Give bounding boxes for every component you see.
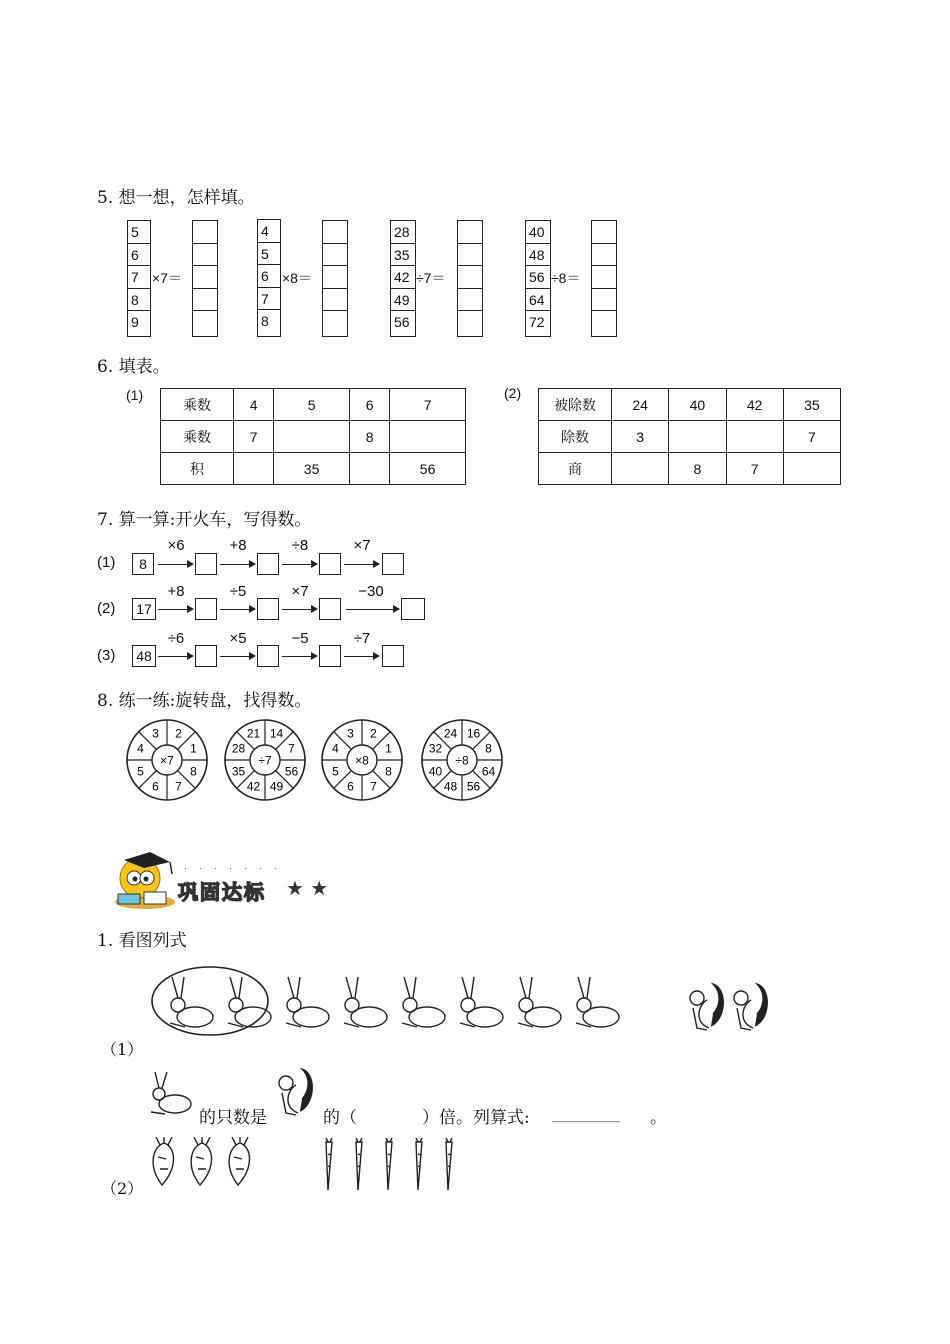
sub1-label: （1） bbox=[101, 1040, 144, 1059]
wheel-number: 6 bbox=[347, 779, 354, 794]
number-cell: 9 bbox=[131, 314, 139, 331]
row-header: 积 bbox=[161, 453, 234, 485]
number-column bbox=[390, 220, 416, 337]
sentence-part1: 的只数是 bbox=[199, 1108, 267, 1128]
wheel-number: 7 bbox=[175, 779, 182, 794]
wheel-graphic bbox=[320, 718, 404, 802]
wheel-number: 21 bbox=[246, 726, 261, 741]
table-cell: 35 bbox=[783, 389, 840, 421]
number-cell: 8 bbox=[128, 289, 150, 312]
table-cell: 35 bbox=[274, 453, 350, 485]
carrot-icon bbox=[326, 1138, 332, 1190]
division-table bbox=[538, 388, 841, 485]
radishes-illustration bbox=[146, 1137, 256, 1193]
rabbit-icon bbox=[145, 1070, 195, 1120]
wheel-number: 2 bbox=[370, 726, 377, 741]
wheel-graphic bbox=[420, 718, 504, 802]
table-cell: 42 bbox=[726, 389, 783, 421]
number-column bbox=[525, 220, 551, 337]
start-box: 8 bbox=[132, 553, 154, 575]
arrow-icon bbox=[344, 656, 378, 657]
number-cell: 56 bbox=[526, 266, 550, 289]
table-cell: 8 bbox=[669, 453, 726, 485]
number-cell: 56 bbox=[394, 314, 410, 331]
wheel-number: 2 bbox=[175, 726, 182, 741]
start-box: 17 bbox=[132, 598, 156, 620]
answer-box[interactable] bbox=[195, 553, 217, 575]
table-cell: 56 bbox=[390, 453, 466, 485]
wheel-number: 24 bbox=[443, 726, 458, 741]
carrots-illustration bbox=[312, 1138, 462, 1196]
arrow-icon bbox=[220, 656, 254, 657]
arrow-icon bbox=[346, 609, 398, 610]
table-cell: 7 bbox=[234, 421, 274, 453]
table-cell[interactable] bbox=[349, 453, 389, 485]
table-cell: 24 bbox=[612, 389, 669, 421]
wheel-number: 1 bbox=[385, 741, 392, 756]
row-header: 除数 bbox=[539, 421, 612, 453]
wheel-number: 6 bbox=[152, 779, 159, 794]
section-title: 巩固达标 bbox=[178, 880, 266, 904]
table2-label: (2) bbox=[504, 385, 522, 401]
squirrel-icon bbox=[272, 1063, 324, 1123]
sentence-end: 。 bbox=[650, 1108, 667, 1128]
table-cell[interactable] bbox=[274, 421, 350, 453]
number-cell: 40 bbox=[526, 221, 550, 244]
sentence-part3: ）倍。列算式: bbox=[422, 1108, 530, 1128]
operator-label: ×8＝ bbox=[282, 270, 312, 286]
operation-label: ×5 bbox=[229, 630, 247, 647]
table-cell: 40 bbox=[669, 389, 726, 421]
rabbit-icon bbox=[170, 977, 213, 1027]
operation-label: ×7 bbox=[353, 537, 371, 554]
table1-label: (1) bbox=[126, 387, 144, 403]
table-cell: 4 bbox=[234, 389, 274, 421]
wheel-center: ÷8 bbox=[455, 753, 469, 768]
arrow-icon bbox=[158, 656, 192, 657]
number-cell: 28 bbox=[391, 221, 415, 244]
wheel-number: 8 bbox=[485, 741, 492, 756]
wheel-graphic bbox=[125, 718, 209, 802]
wheel-number: 8 bbox=[190, 764, 197, 779]
wheel-number: 14 bbox=[269, 726, 284, 741]
operation-label: ×6 bbox=[167, 537, 185, 554]
number-column bbox=[127, 220, 151, 337]
p1-heading: 1. 看图列式 bbox=[97, 931, 187, 951]
wheel-number: 64 bbox=[481, 764, 496, 779]
arrow-icon bbox=[158, 609, 192, 610]
number-cell: 35 bbox=[391, 244, 415, 267]
answer-box[interactable] bbox=[257, 553, 279, 575]
answer-blank[interactable]: ________ bbox=[552, 1103, 620, 1123]
wheel-number: 4 bbox=[137, 741, 144, 756]
mascot-icon bbox=[110, 848, 180, 916]
table-cell: 6 bbox=[349, 389, 389, 421]
wheel-number: 1 bbox=[190, 741, 197, 756]
operation-label: ×7 bbox=[291, 583, 309, 600]
train-label: (3) bbox=[97, 647, 116, 664]
q7-heading: 7. 算一算:开火车，写得数。 bbox=[97, 510, 312, 530]
answer-column[interactable] bbox=[192, 220, 218, 337]
spin-wheel-4 bbox=[420, 718, 504, 806]
table-cell: 7 bbox=[783, 421, 840, 453]
start-box: 48 bbox=[132, 645, 156, 667]
wheel-number: 7 bbox=[370, 779, 377, 794]
table-cell[interactable] bbox=[390, 421, 466, 453]
number-cell: 5 bbox=[128, 221, 150, 244]
answer-box[interactable] bbox=[319, 553, 341, 575]
wheel-number: 7 bbox=[288, 741, 295, 756]
wheel-center: ×8 bbox=[355, 753, 369, 768]
q5-heading: 5. 想一想，怎样填。 bbox=[97, 188, 255, 208]
number-cell: 6 bbox=[128, 244, 150, 267]
arrow-icon bbox=[344, 564, 378, 565]
number-cell: 5 bbox=[258, 243, 280, 266]
wheel-number: 42 bbox=[246, 779, 261, 794]
wheel-number: 28 bbox=[231, 741, 246, 756]
number-cell: 48 bbox=[526, 244, 550, 267]
number-cell: 7 bbox=[258, 288, 280, 311]
table-cell[interactable] bbox=[726, 421, 783, 453]
row-header: 乘数 bbox=[161, 389, 234, 421]
table-cell[interactable] bbox=[669, 421, 726, 453]
operation-label: ÷6 bbox=[167, 630, 185, 647]
table-cell: 3 bbox=[612, 421, 669, 453]
train-label: (1) bbox=[97, 554, 116, 571]
wheel-number: 56 bbox=[284, 764, 299, 779]
wheel-number: 35 bbox=[231, 764, 246, 779]
table-cell[interactable] bbox=[234, 453, 274, 485]
answer-box[interactable] bbox=[257, 598, 279, 620]
arrow-icon bbox=[220, 609, 254, 610]
wheel-number: 48 bbox=[443, 779, 458, 794]
decor-dots: ······· bbox=[184, 863, 289, 873]
row-header: 被除数 bbox=[539, 389, 612, 421]
wheel-number: 5 bbox=[332, 764, 339, 779]
answer-box[interactable] bbox=[382, 645, 404, 667]
operation-label: ÷8 bbox=[291, 537, 309, 554]
multiplication-table bbox=[160, 388, 466, 485]
answer-column[interactable] bbox=[591, 220, 617, 337]
wheel-number: 8 bbox=[385, 764, 392, 779]
table-cell[interactable] bbox=[612, 453, 669, 485]
rabbits-illustration bbox=[150, 965, 630, 1041]
table-cell: 7 bbox=[390, 389, 466, 421]
answer-box[interactable] bbox=[195, 598, 217, 620]
operator-label: ÷7＝ bbox=[416, 270, 446, 286]
sentence-part2: 的（ bbox=[323, 1108, 357, 1128]
wheel-number: 32 bbox=[428, 741, 443, 756]
q8-heading: 8. 练一练:旋转盘，找得数。 bbox=[97, 691, 312, 711]
answer-box[interactable] bbox=[319, 598, 341, 620]
arrow-icon bbox=[282, 656, 316, 657]
number-cell: 64 bbox=[526, 289, 550, 312]
number-cell: 7 bbox=[128, 266, 150, 289]
spin-wheel-3 bbox=[320, 718, 404, 806]
section-stars: ★ ★ bbox=[286, 876, 329, 900]
row-header: 商 bbox=[539, 453, 612, 485]
number-cell: 6 bbox=[258, 265, 280, 288]
wheel-number: 4 bbox=[332, 741, 339, 756]
wheel-number: 16 bbox=[466, 726, 481, 741]
row-header: 乘数 bbox=[161, 421, 234, 453]
wheel-center: ÷7 bbox=[258, 753, 272, 768]
sub2-label: （2） bbox=[101, 1179, 144, 1198]
wheel-number: 3 bbox=[152, 726, 159, 741]
answer-box[interactable] bbox=[319, 645, 341, 667]
arrow-icon bbox=[282, 564, 316, 565]
wheel-number: 5 bbox=[137, 764, 144, 779]
number-cell: 49 bbox=[391, 289, 415, 312]
number-column bbox=[257, 219, 281, 337]
squirrels-illustration bbox=[683, 978, 779, 1040]
answer-box[interactable] bbox=[401, 598, 425, 620]
train-label: (2) bbox=[97, 600, 116, 617]
wheel-number: 40 bbox=[428, 764, 443, 779]
operation-label: ÷5 bbox=[229, 583, 247, 600]
squirrel-icon bbox=[690, 984, 723, 1030]
answer-column[interactable] bbox=[322, 220, 348, 337]
operation-label: +8 bbox=[167, 583, 185, 600]
table-cell[interactable] bbox=[783, 453, 840, 485]
arrow-icon bbox=[158, 564, 192, 565]
number-cell: 42 bbox=[391, 266, 415, 289]
q6-heading: 6. 填表。 bbox=[97, 357, 170, 377]
wheel-number: 49 bbox=[269, 779, 284, 794]
operator-label: ÷8＝ bbox=[551, 270, 581, 286]
answer-box[interactable] bbox=[257, 645, 279, 667]
table-cell: 5 bbox=[274, 389, 350, 421]
wheel-center: ×7 bbox=[160, 753, 174, 768]
spin-wheel-1 bbox=[125, 718, 209, 806]
answer-column[interactable] bbox=[457, 220, 483, 337]
answer-box[interactable] bbox=[195, 645, 217, 667]
arrow-icon bbox=[282, 609, 316, 610]
wheel-graphic bbox=[223, 718, 307, 802]
radish-icon bbox=[153, 1137, 173, 1185]
wheel-number: 3 bbox=[347, 726, 354, 741]
operation-label: ÷7 bbox=[353, 630, 371, 647]
arrow-icon bbox=[220, 564, 254, 565]
operation-label: −5 bbox=[291, 630, 309, 647]
table-cell: 8 bbox=[349, 421, 389, 453]
table-cell: 7 bbox=[726, 453, 783, 485]
spin-wheel-2 bbox=[223, 718, 307, 806]
operator-label: ×7＝ bbox=[152, 270, 182, 286]
operation-label: −30 bbox=[358, 583, 384, 600]
number-cell: 8 bbox=[261, 313, 269, 330]
number-cell: 72 bbox=[529, 314, 545, 331]
number-cell: 4 bbox=[258, 220, 280, 243]
answer-box[interactable] bbox=[382, 553, 404, 575]
wheel-number: 56 bbox=[466, 779, 481, 794]
operation-label: +8 bbox=[229, 537, 247, 554]
